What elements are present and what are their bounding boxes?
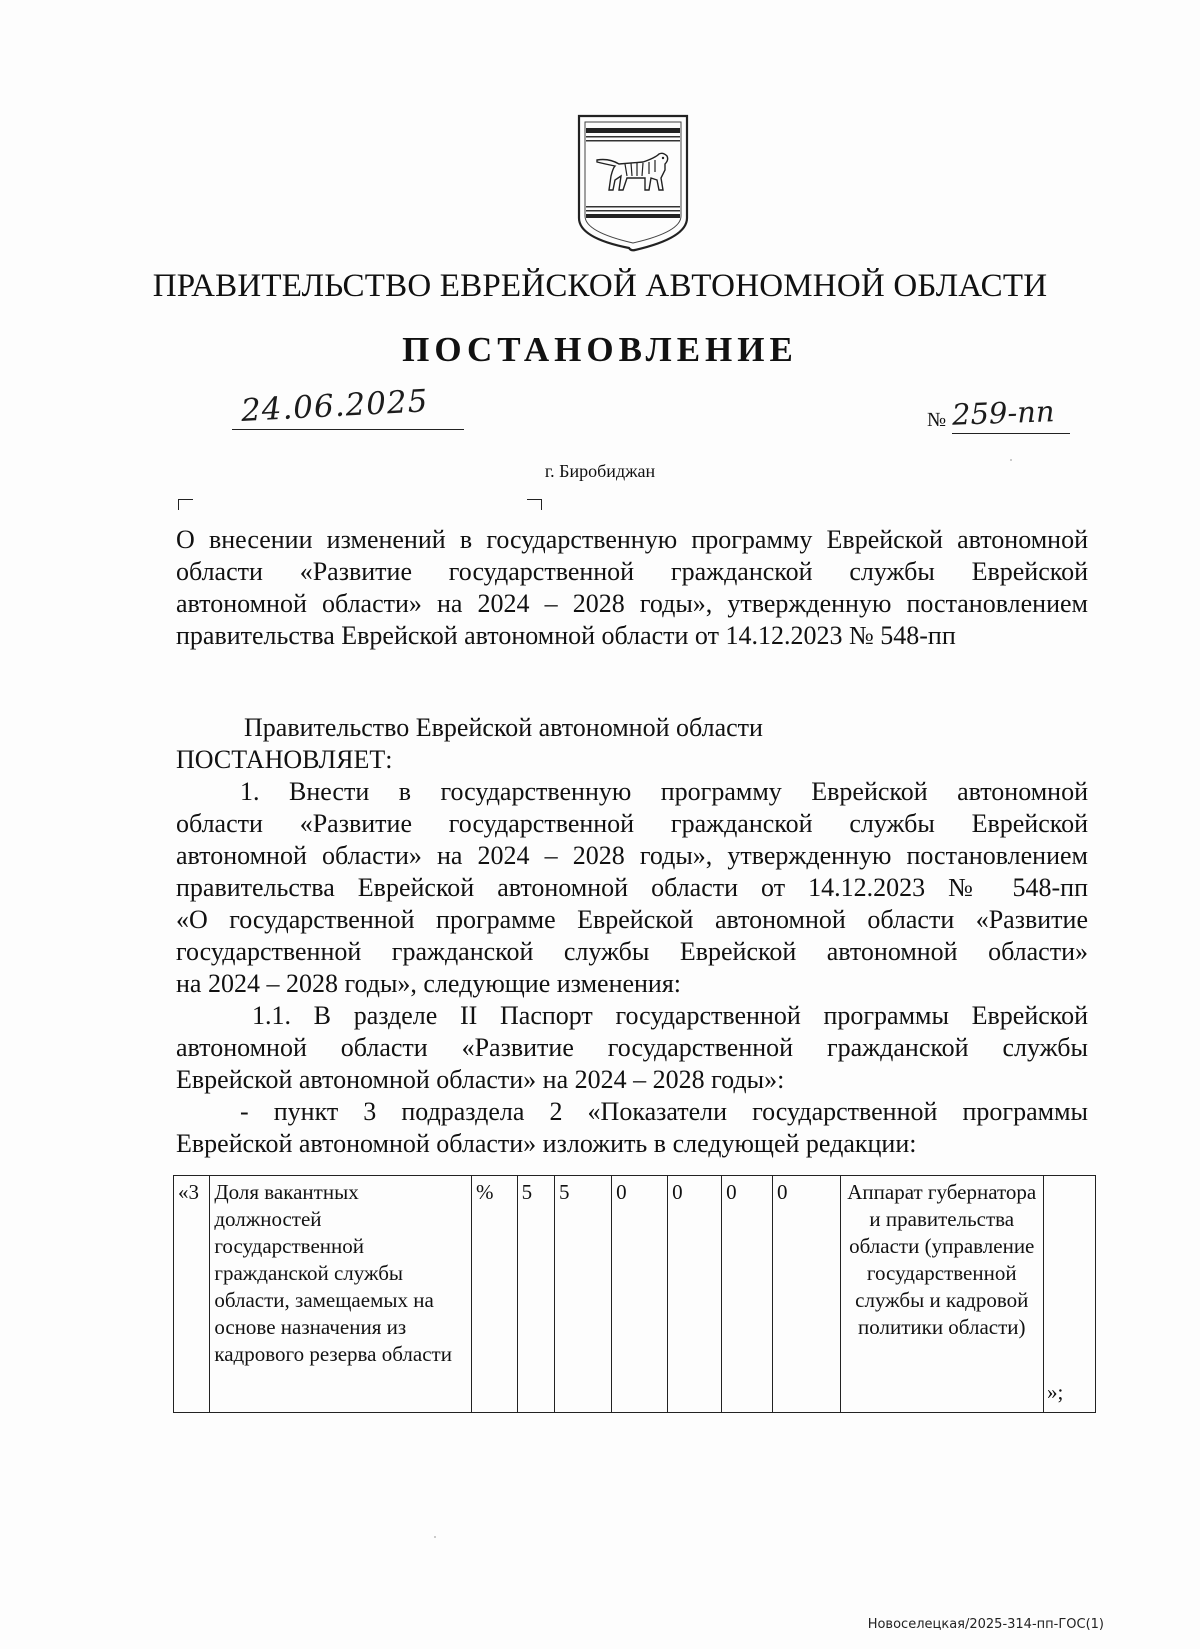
cell-unit: % [471,1176,517,1413]
handwritten-date: 24.06.2025 [240,383,430,429]
item11-line: автономной области «Развитие государственной гражданской службы [176,1033,1088,1062]
coat-of-arms-icon [575,114,691,252]
item11-line: 1.1. В разделе II Паспорт государственной программы Еврейской [252,1001,1088,1030]
indicator-table [173,1175,1096,1413]
intro-line: Правительство Еврейской автономной области [244,713,763,742]
scan-speck [1010,459,1012,461]
item1-line: на 2024 – 2028 годы», следующие изменения: [176,969,682,998]
city-name: г. Биробиджан [544,461,656,481]
title-corner-right [527,499,542,510]
intro-resolves: ПОСТАНОВЛЯЕТ: [176,745,393,774]
number-sign: № [927,409,947,431]
cell-value: 0 [668,1176,722,1413]
title-line: области «Развитие государственной гражданской службы Еврейской [176,557,1088,586]
cell-value: 0 [722,1176,773,1413]
cell-responsible: Аппарат губернатора и правительства области (управление государственной службы и кадровой политики области) [840,1176,1044,1413]
cell-value: 5 [517,1176,554,1413]
table-row [174,1176,1096,1413]
cell-close-quote: »; [1044,1176,1096,1413]
title-line: О внесении изменений в государственную программу Еврейской автономной [176,525,1088,554]
item11-line: Еврейской автономной области» на 2024 – 2028 годы»: [176,1065,785,1094]
item1-line: 1. Внести в государственную программу Еврейской автономной [240,777,1088,806]
cell-value: 0 [612,1176,668,1413]
cell-indicator: Доля вакантных должностей государственной гражданской службы области, замещаемых на основе назначения из кадрового резерва области [210,1176,472,1413]
date-underline [232,429,464,430]
dash-item-line: Еврейской автономной области» изложить в следующей редакции: [176,1129,917,1158]
item1-line: государственной гражданской службы Еврейской автономной области» [176,937,1088,966]
item1-line: области «Развитие государственной гражданской службы Еврейской [176,809,1088,838]
title-line: автономной области» на 2024 – 2028 годы», утвержденную постановлением [176,589,1088,618]
number-underline [952,433,1070,434]
item1-line: автономной области» на 2024 – 2028 годы», утвержденную постановлением [176,841,1088,870]
document-body [176,712,1088,1160]
government-title: ПРАВИТЕЛЬСТВО ЕВРЕЙСКОЙ АВТОНОМНОЙ ОБЛАСТИ [152,268,1048,304]
item1-line: правительства Еврейской автономной области от 14.12.2023 № 548-пп [176,873,1088,902]
item1-line: «О государственной программе Еврейской автономной области «Развитие [176,905,1088,934]
footer-reference: Новоселецкая/2025-314-пп-ГОС(1) [867,1617,1104,1632]
dash-item-line: - пункт 3 подраздела 2 «Показатели государственной программы [240,1097,1088,1126]
cell-number: «3 [174,1176,210,1413]
document-type: ПОСТАНОВЛЕНИЕ [402,330,798,369]
scan-speck [434,1536,436,1538]
title-corner-left [178,499,193,510]
document-title [176,524,1088,652]
title-line: правительства Еврейской автономной области от 14.12.2023 № 548-пп [176,621,956,650]
cell-value: 5 [555,1176,612,1413]
handwritten-number: 259-пп [951,394,1056,432]
cell-value: 0 [773,1176,840,1413]
